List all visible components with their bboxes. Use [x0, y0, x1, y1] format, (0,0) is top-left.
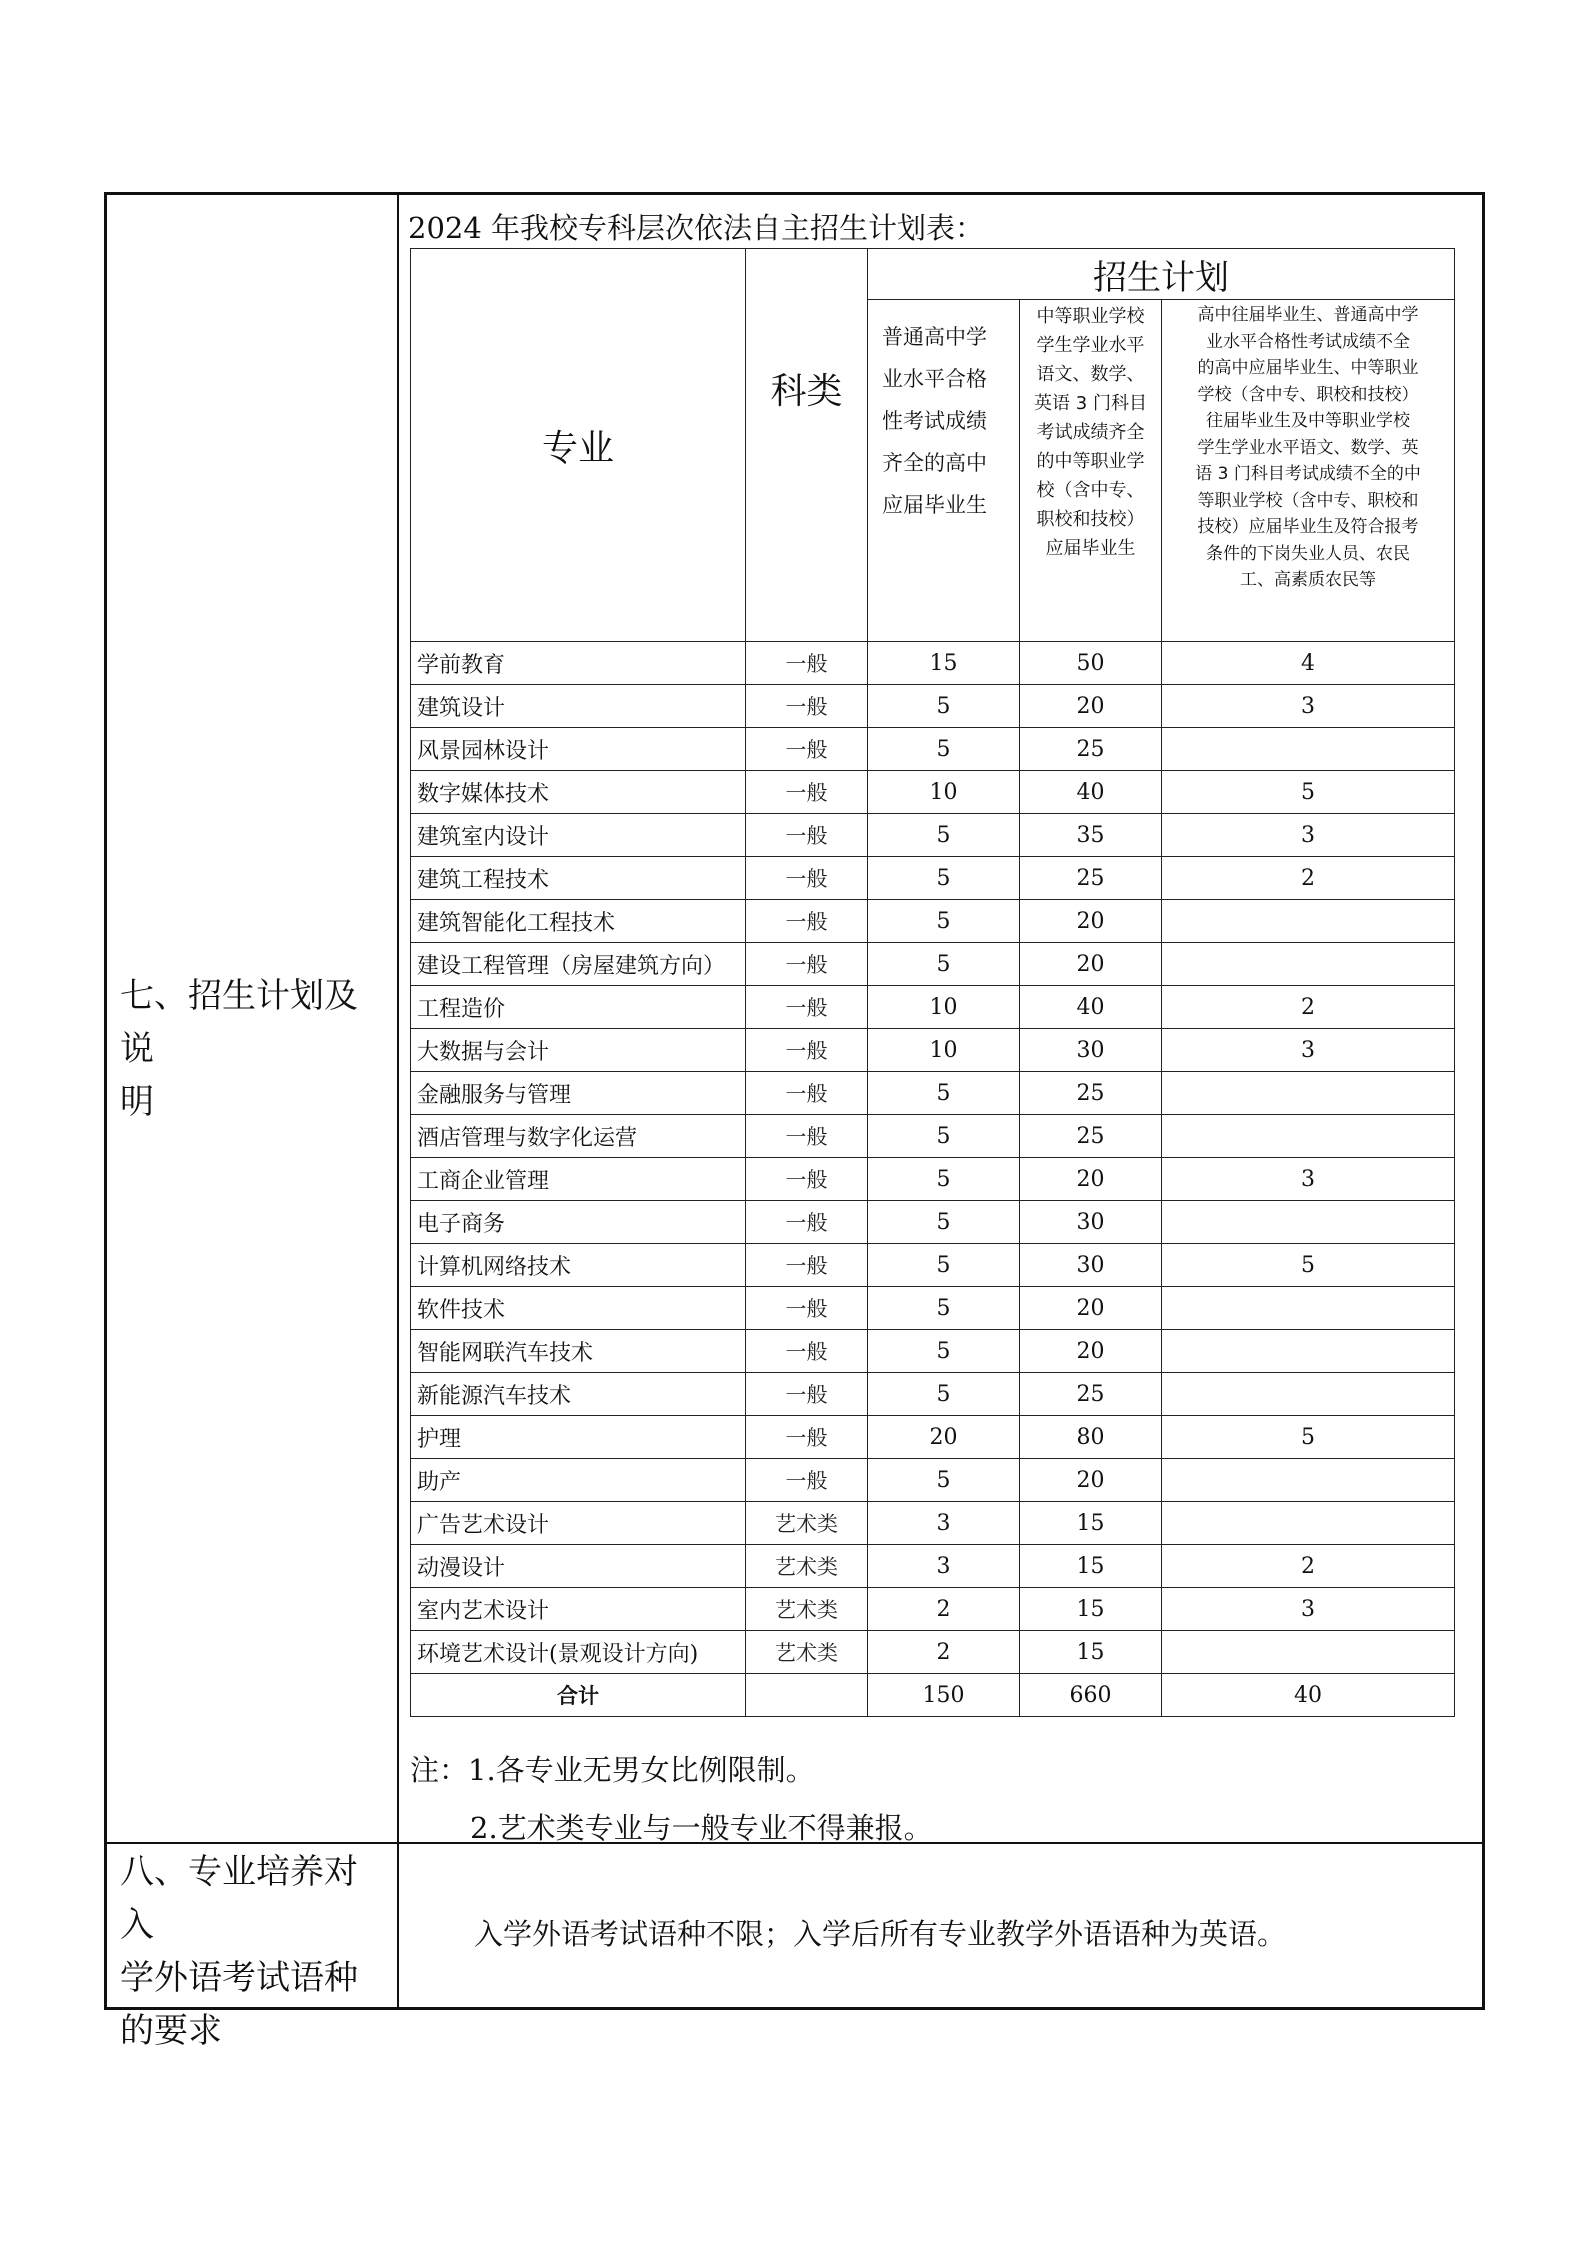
plan-col-3-cell: 3 — [1162, 1588, 1455, 1631]
plan-col-3-cell: 4 — [1162, 642, 1455, 685]
plan-col-2-cell: 15 — [1020, 1631, 1162, 1674]
major-cell: 金融服务与管理 — [411, 1072, 746, 1115]
plan-col-1-cell: 20 — [868, 1416, 1020, 1459]
plan-col-2-cell: 25 — [1020, 1373, 1162, 1416]
category-cell: 艺术类 — [746, 1502, 868, 1545]
table-row — [411, 1158, 1455, 1201]
category-cell: 一般 — [746, 728, 868, 771]
section-8-text: 入学外语考试语种不限；入学后所有专业教学外语语种为英语。 — [474, 1917, 1287, 1951]
plan-col-1-cell: 3 — [868, 1545, 1020, 1588]
major-cell: 动漫设计 — [411, 1545, 746, 1588]
total-c1: 150 — [868, 1674, 1020, 1717]
plan-col-2-cell: 25 — [1020, 1072, 1162, 1115]
plan-col-2-cell: 20 — [1020, 900, 1162, 943]
plan-col-1-cell: 3 — [868, 1502, 1020, 1545]
total-category — [746, 1674, 868, 1717]
major-cell: 室内艺术设计 — [411, 1588, 746, 1631]
category-cell: 一般 — [746, 1201, 868, 1244]
table-row — [411, 1072, 1455, 1115]
major-cell: 工程造价 — [411, 986, 746, 1029]
category-cell: 一般 — [746, 986, 868, 1029]
plan-col-1-cell: 5 — [868, 1373, 1020, 1416]
plan-col-3-cell — [1162, 1330, 1455, 1373]
category-cell: 一般 — [746, 1287, 868, 1330]
plan-col-3-cell: 3 — [1162, 685, 1455, 728]
plan-col-1-cell: 10 — [868, 771, 1020, 814]
plan-col-3-cell — [1162, 728, 1455, 771]
plan-col-1-cell: 5 — [868, 1072, 1020, 1115]
plan-col-3-cell — [1162, 1631, 1455, 1674]
major-cell: 数字媒体技术 — [411, 771, 746, 814]
major-cell: 护理 — [411, 1416, 746, 1459]
major-cell: 软件技术 — [411, 1287, 746, 1330]
category-cell: 一般 — [746, 1416, 868, 1459]
table-row — [411, 857, 1455, 900]
header-col-2: 中等职业学校 学生学业水平 语文、数学、 英语 3 门科目 考试成绩齐全 的中等职业学 校（含中专、 职校和技校） 应届毕业生 — [1020, 300, 1162, 642]
plan-col-1-cell: 5 — [868, 685, 1020, 728]
plan-col-1-cell: 2 — [868, 1631, 1020, 1674]
plan-col-3-cell: 5 — [1162, 1244, 1455, 1287]
plan-col-3-cell: 3 — [1162, 1158, 1455, 1201]
header-category: 科类 — [746, 249, 868, 642]
category-cell: 一般 — [746, 814, 868, 857]
category-cell: 一般 — [746, 1330, 868, 1373]
major-cell: 工商企业管理 — [411, 1158, 746, 1201]
table-row — [411, 1115, 1455, 1158]
category-cell: 一般 — [746, 771, 868, 814]
category-cell: 一般 — [746, 943, 868, 986]
plan-col-1-cell: 5 — [868, 728, 1020, 771]
plan-col-1-cell: 15 — [868, 642, 1020, 685]
major-cell: 广告艺术设计 — [411, 1502, 746, 1545]
plan-col-1-cell: 5 — [868, 1244, 1020, 1287]
table-row — [411, 1416, 1455, 1459]
major-cell: 建设工程管理（房屋建筑方向） — [411, 943, 746, 986]
category-cell: 一般 — [746, 1072, 868, 1115]
category-cell: 一般 — [746, 900, 868, 943]
plan-col-1-cell: 5 — [868, 1158, 1020, 1201]
table-row — [411, 771, 1455, 814]
header-col-3: 高中往届毕业生、普通高中学 业水平合格性考试成绩不全 的高中应届毕业生、中等职业 学校（含中专、职校和技校） 往届毕业生及中等职业学校 学生学业水平语文、数学、英 语 3 门科目考试成绩不全的中 等职业学校（含中专、职校和 技校）应届毕业生及符合报考 条件的下岗失业人员、农民 工、高素质农民等 — [1162, 300, 1455, 642]
category-cell: 一般 — [746, 1115, 868, 1158]
plan-col-1-cell: 5 — [868, 857, 1020, 900]
plan-col-3-cell — [1162, 1072, 1455, 1115]
table-row — [411, 1373, 1455, 1416]
plan-col-2-cell: 20 — [1020, 943, 1162, 986]
major-cell: 建筑智能化工程技术 — [411, 900, 746, 943]
major-cell: 智能网联汽车技术 — [411, 1330, 746, 1373]
total-label: 合计 — [411, 1674, 746, 1717]
table-row — [411, 943, 1455, 986]
category-cell: 一般 — [746, 1158, 868, 1201]
plan-col-1-cell: 10 — [868, 986, 1020, 1029]
plan-col-2-cell: 20 — [1020, 1158, 1162, 1201]
table-row — [411, 1502, 1455, 1545]
plan-col-2-cell: 15 — [1020, 1588, 1162, 1631]
category-cell: 一般 — [746, 857, 868, 900]
category-cell: 一般 — [746, 1373, 868, 1416]
plan-col-2-cell: 15 — [1020, 1545, 1162, 1588]
table-row — [411, 1588, 1455, 1631]
table-row — [411, 1330, 1455, 1373]
table-row — [411, 1201, 1455, 1244]
header-major: 专业 — [411, 249, 746, 642]
plan-col-2-cell: 40 — [1020, 771, 1162, 814]
table-row — [411, 685, 1455, 728]
plan-col-2-cell: 30 — [1020, 1029, 1162, 1072]
plan-col-3-cell: 5 — [1162, 771, 1455, 814]
major-cell: 学前教育 — [411, 642, 746, 685]
plan-col-2-cell: 40 — [1020, 986, 1162, 1029]
plan-col-1-cell: 2 — [868, 1588, 1020, 1631]
plan-col-2-cell: 25 — [1020, 1115, 1162, 1158]
table-body — [411, 642, 1455, 1717]
plan-col-2-cell: 35 — [1020, 814, 1162, 857]
major-cell: 建筑室内设计 — [411, 814, 746, 857]
enrollment-plan-table — [410, 248, 1455, 1717]
plan-col-2-cell: 25 — [1020, 728, 1162, 771]
table-row — [411, 900, 1455, 943]
major-cell: 酒店管理与数字化运营 — [411, 1115, 746, 1158]
plan-col-3-cell — [1162, 1115, 1455, 1158]
plan-col-1-cell: 5 — [868, 1330, 1020, 1373]
category-cell: 艺术类 — [746, 1631, 868, 1674]
plan-col-3-cell — [1162, 1373, 1455, 1416]
plan-col-1-cell: 5 — [868, 900, 1020, 943]
plan-col-2-cell: 25 — [1020, 857, 1162, 900]
plan-col-2-cell: 20 — [1020, 1287, 1162, 1330]
header-col-1: 普通高中学 业水平合格 性考试成绩 齐全的高中 应届毕业生 — [868, 300, 1020, 642]
major-cell: 助产 — [411, 1459, 746, 1502]
category-cell: 一般 — [746, 685, 868, 728]
plan-col-2-cell: 30 — [1020, 1244, 1162, 1287]
plan-col-1-cell: 5 — [868, 1201, 1020, 1244]
note-1: 注：1.各专业无男女比例限制。 — [410, 1753, 815, 1787]
major-cell: 风景园林设计 — [411, 728, 746, 771]
plan-col-2-cell: 20 — [1020, 1330, 1162, 1373]
header-plan: 招生计划 — [868, 249, 1455, 300]
plan-col-3-cell — [1162, 1201, 1455, 1244]
plan-col-2-cell: 80 — [1020, 1416, 1162, 1459]
plan-col-1-cell: 5 — [868, 943, 1020, 986]
plan-col-2-cell: 15 — [1020, 1502, 1162, 1545]
plan-col-2-cell: 30 — [1020, 1201, 1162, 1244]
category-cell: 一般 — [746, 1029, 868, 1072]
plan-col-3-cell — [1162, 1502, 1455, 1545]
table-row — [411, 986, 1455, 1029]
plan-col-1-cell: 5 — [868, 1287, 1020, 1330]
plan-col-3-cell — [1162, 1459, 1455, 1502]
table-row — [411, 1029, 1455, 1072]
category-cell: 一般 — [746, 1244, 868, 1287]
major-cell: 建筑工程技术 — [411, 857, 746, 900]
table-row — [411, 814, 1455, 857]
plan-col-3-cell: 2 — [1162, 986, 1455, 1029]
section-7-label: 七、招生计划及说 明 — [120, 976, 358, 1122]
table-row — [411, 1631, 1455, 1674]
major-cell: 环境艺术设计(景观设计方向) — [411, 1631, 746, 1674]
category-cell: 艺术类 — [746, 1588, 868, 1631]
plan-col-3-cell — [1162, 943, 1455, 986]
note-2: 2.艺术类专业与一般专业不得兼报。 — [470, 1811, 933, 1845]
major-cell: 计算机网络技术 — [411, 1244, 746, 1287]
plan-col-3-cell: 3 — [1162, 814, 1455, 857]
plan-col-2-cell: 20 — [1020, 685, 1162, 728]
table-row — [411, 642, 1455, 685]
category-cell: 艺术类 — [746, 1545, 868, 1588]
plan-col-2-cell: 50 — [1020, 642, 1162, 685]
major-cell: 建筑设计 — [411, 685, 746, 728]
plan-col-3-cell: 3 — [1162, 1029, 1455, 1072]
plan-col-1-cell: 10 — [868, 1029, 1020, 1072]
plan-col-2-cell: 20 — [1020, 1459, 1162, 1502]
plan-col-1-cell: 5 — [868, 1115, 1020, 1158]
plan-col-1-cell: 5 — [868, 814, 1020, 857]
total-row — [411, 1674, 1455, 1717]
plan-col-3-cell: 5 — [1162, 1416, 1455, 1459]
table-row — [411, 1545, 1455, 1588]
plan-col-1-cell: 5 — [868, 1459, 1020, 1502]
total-c3: 40 — [1162, 1674, 1455, 1717]
column-divider — [397, 195, 399, 2007]
plan-col-3-cell — [1162, 1287, 1455, 1330]
category-cell: 一般 — [746, 642, 868, 685]
plan-col-3-cell — [1162, 900, 1455, 943]
plan-intro: 2024 年我校专科层次依法自主招生计划表： — [408, 211, 985, 245]
category-cell: 一般 — [746, 1459, 868, 1502]
major-cell: 大数据与会计 — [411, 1029, 746, 1072]
table-row — [411, 1244, 1455, 1287]
major-cell: 电子商务 — [411, 1201, 746, 1244]
major-cell: 新能源汽车技术 — [411, 1373, 746, 1416]
plan-col-3-cell: 2 — [1162, 1545, 1455, 1588]
table-row — [411, 1459, 1455, 1502]
section-8-label: 八、专业培养对入 学外语考试语种 的要求 — [120, 1852, 358, 2051]
plan-col-3-cell: 2 — [1162, 857, 1455, 900]
table-row — [411, 1287, 1455, 1330]
table-row — [411, 728, 1455, 771]
total-c2: 660 — [1020, 1674, 1162, 1717]
